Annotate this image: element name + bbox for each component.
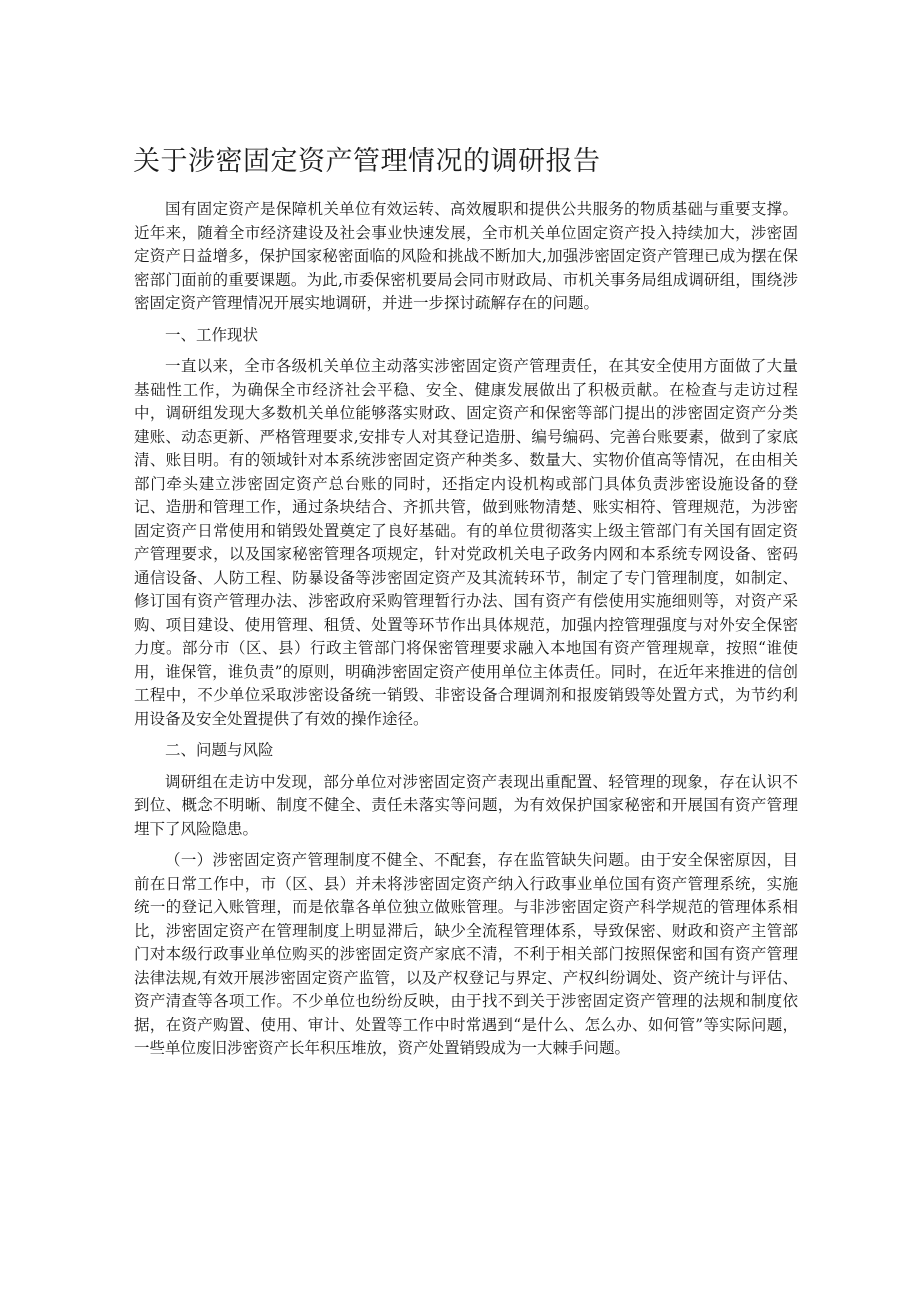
section-heading-problems-risks: 二、问题与风险 <box>165 741 274 759</box>
problems-intro-paragraph: 调研组在走访中发现，部分单位对涉密固定资产表现出重配置、轻管理的现象，存在认识不到位、概念不明晰、制度不健全、责任未落实等问题，为有效保护国家秘密和开展国有资产管理埋下了风险隐患。 <box>134 772 798 838</box>
section-heading-current-status: 一、工作现状 <box>165 325 259 344</box>
problem-one-paragraph: （一）涉密固定资产管理制度不健全、不配套，存在监管缺失问题。由于安全保密原因，目前在日常工作中，市（区、县）并未将涉密固定资产纳入行政事业单位国有资产管理系统，实施统一的登记入账管理，而是依靠各单位独立做账管理。与非涉密固定资产科学规范的管理体系相比，涉密固定资产在管理制度上明显滞后，缺少全流程管理体系，导致保密、财政和资产主管部门对本级行政事业单位购买的涉密固定资产家底不清，不利于相关部门按照保密和国有资产管理法律法规,有效开展涉密固定资产监管，以及产权登记与界定、产权纠纷调处、资产统计与评估、资产清查等各项工作。不少单位也纷纷反映，由于找不到关于涉密固定资产管理的法规和制度依据，在资产购置、使用、审计、处置等工作中时常遇到“是什么、怎么办、如何管”等实际问题，一些单位废旧涉密资产长年积压堆放，资产处置销毁成为一大棘手问题。 <box>134 851 798 1057</box>
document-title: 关于涉密固定资产管理情况的调研报告 <box>133 146 601 177</box>
document-body <box>134 198 798 1061</box>
current-status-paragraph: 一直以来，全市各级机关单位主动落实涉密固定资产管理责任，在其安全使用方面做了大量基础性工作，为确保全市经济社会平稳、安全、健康发展做出了积极贡献。在检查与走访过程中，调研组发现大多数机关单位能够落实财政、固定资产和保密等部门提出的涉密固定资产分类建账、动态更新、严格管理要求,安排专人对其登记造册、编号编码、完善台账要素，做到了家底清、账目明。有的领域针对本系统涉密固定资产种类多、数量大、实物价值高等情况，在由相关部门牵头建立涉密固定资产总台账的同时，还指定内设机构或部门具体负责涉密设施设备的登记、造册和管理工作，通过条块结合、齐抓共管，做到账物清楚、账实相符、管理规范，为涉密固定资产日常使用和销毁处置奠定了良好基础。有的单位贯彻落实上级主管部门有关国有固定资产管理要求，以及国家秘密管理各项规定，针对党政机关电子政务内网和本系统专网设备、密码通信设备、人防工程、防暴设备等涉密固定资产及其流转环节，制定了专门管理制度，如制定、修订国有资产管理办法、涉密政府采购管理暂行办法、国有资产有偿使用实施细则等，对资产采购、项目建设、使用管理、租赁、处置等环节作出具体规范，加强内控管理强度与对外安全保密力度。部分市（区、县）行政主管部门将保密管理要求融入本地国有资产管理规章，按照“谁使用，谁保管，谁负责”的原则，明确涉密固定资产使用单位主体责任。同时，在近年来推进的信创工程中，不少单位采取涉密设备统一销毁、非密设备合理调剂和报废销毁等处置方式，为节约利用设备及安全处置提供了有效的操作途径。 <box>134 357 798 728</box>
intro-paragraph: 国有固定资产是保障机关单位有效运转、高效履职和提供公共服务的物质基础与重要支撑。近年来，随着全市经济建设及社会事业快速发展，全市机关单位固定资产投入持续加大，涉密固定资产日益增多，保护国家秘密面临的风险和挑战不断加大,加强涉密固定资产管理已成为摆在保密部门面前的重要课题。为此,市委保密机要局会同市财政局、市机关事务局组成调研组，围绕涉密固定资产管理情况开展实地调研，并进一步探讨疏解存在的问题。 <box>134 200 798 312</box>
